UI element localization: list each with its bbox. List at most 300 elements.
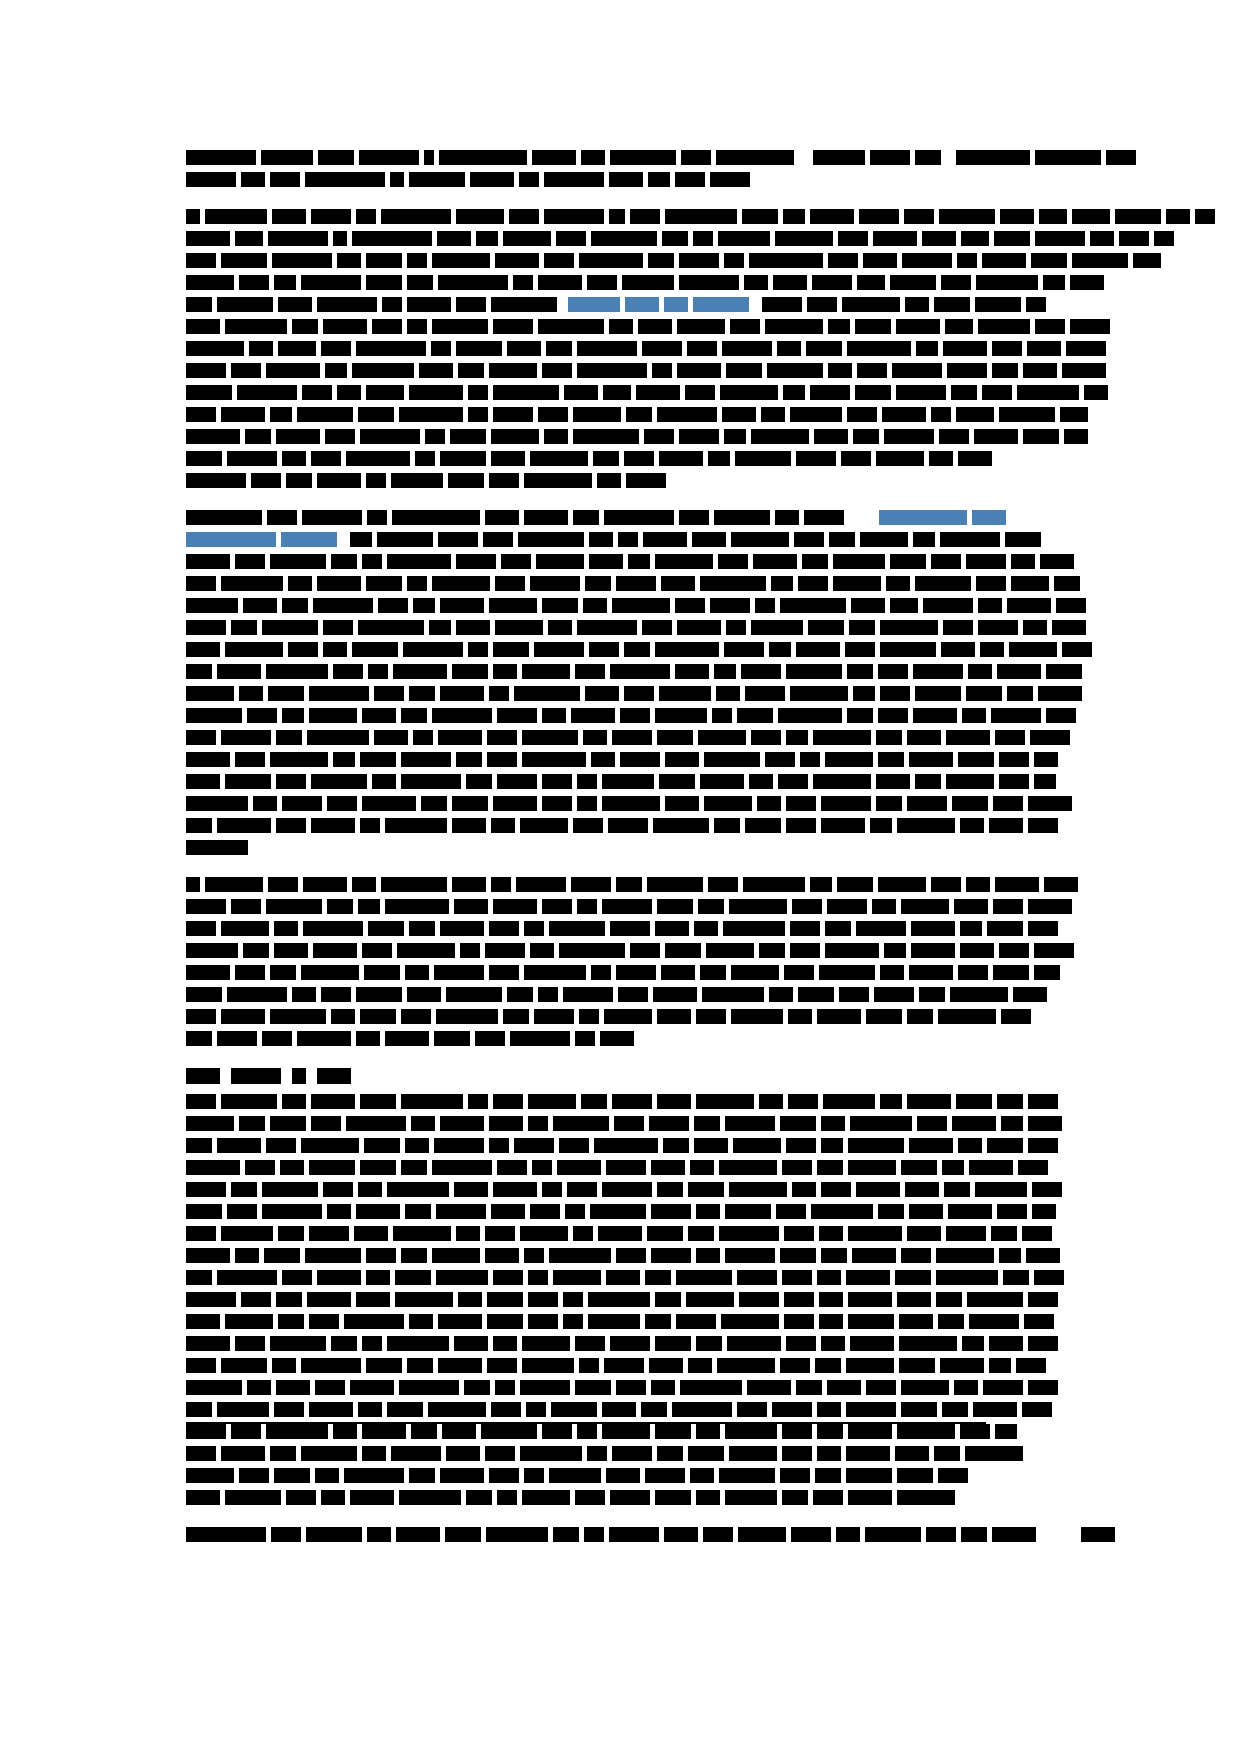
- redacted-word: [919, 987, 945, 1002]
- redacted-word: [905, 1182, 939, 1197]
- redacted-word: [907, 1009, 933, 1024]
- redacted-word: [264, 1248, 300, 1263]
- redacted-word: [583, 598, 607, 613]
- redacted-word: [577, 1424, 597, 1439]
- redacted-word: [825, 752, 873, 767]
- redacted-word: [419, 363, 453, 378]
- redacted-word: [749, 774, 773, 789]
- redacted-word: [958, 965, 988, 980]
- redacted-word: [358, 899, 380, 914]
- redacted-word: [186, 598, 238, 613]
- redacted-word: [769, 987, 793, 1002]
- redacted-word: [221, 921, 269, 936]
- text-line: [186, 209, 986, 224]
- redacted-word: [725, 1204, 771, 1219]
- redacted-word: [948, 1204, 992, 1219]
- redacted-word: [1022, 1402, 1052, 1417]
- redacted-word: [655, 1292, 681, 1307]
- redacted-word: [751, 620, 803, 635]
- redacted-word: [282, 1094, 306, 1109]
- redacted-word: [773, 275, 807, 290]
- citation-link[interactable]: [186, 532, 276, 547]
- redacted-word: [999, 943, 1029, 958]
- citation-link[interactable]: [568, 297, 620, 312]
- redacted-word: [757, 796, 781, 811]
- redacted-word: [780, 1248, 816, 1263]
- redacted-word: [936, 1292, 962, 1307]
- redacted-word: [876, 796, 902, 811]
- redacted-word: [833, 576, 881, 591]
- redacted-word: [863, 253, 897, 268]
- redacted-word: [278, 1226, 304, 1241]
- redacted-word: [848, 1160, 896, 1175]
- redacted-word: [725, 1490, 777, 1505]
- redacted-word: [687, 341, 717, 356]
- redacted-word: [448, 473, 484, 488]
- redacted-word: [589, 532, 613, 547]
- redacted-word: [848, 1424, 892, 1439]
- redacted-word: [798, 576, 828, 591]
- redacted-word: [645, 1468, 685, 1483]
- redacted-word: [565, 1204, 585, 1219]
- redacted-word: [403, 642, 463, 657]
- redacted-word: [783, 209, 805, 224]
- redacted-word: [710, 598, 750, 613]
- redacted-word: [841, 451, 871, 466]
- redacted-word: [1046, 664, 1082, 679]
- redacted-word: [495, 253, 539, 268]
- redacted-word: [270, 407, 292, 422]
- redacted-word: [915, 774, 941, 789]
- redacted-word: [772, 1402, 812, 1417]
- redacted-word: [725, 1116, 775, 1131]
- redacted-word: [792, 899, 822, 914]
- redacted-word: [276, 730, 302, 745]
- redacted-word: [276, 429, 320, 444]
- redacted-word: [731, 965, 779, 980]
- redacted-word: [557, 1160, 601, 1175]
- redacted-word: [765, 752, 795, 767]
- text-line: [186, 407, 986, 422]
- redacted-word: [783, 385, 805, 400]
- redacted-word: [860, 532, 908, 547]
- redacted-word: [385, 818, 447, 833]
- redacted-word: [372, 319, 402, 334]
- redacted-word: [643, 532, 687, 547]
- redacted-word: [288, 642, 318, 657]
- redacted-word: [385, 1031, 429, 1046]
- redacted-word: [350, 532, 372, 547]
- redacted-word: [538, 407, 568, 422]
- redacted-word: [1039, 209, 1067, 224]
- text-line: [186, 1248, 986, 1263]
- redacted-word: [999, 1248, 1021, 1263]
- redacted-word: [225, 642, 283, 657]
- redacted-word: [513, 275, 533, 290]
- redacted-word: [923, 598, 973, 613]
- redacted-word: [432, 253, 490, 268]
- redacted-word: [221, 407, 265, 422]
- redacted-word: [688, 1358, 712, 1373]
- redacted-word: [266, 1424, 328, 1439]
- redacted-word: [1062, 642, 1092, 657]
- redacted-word: [819, 1226, 843, 1241]
- redacted-word: [609, 209, 625, 224]
- redacted-word: [1060, 407, 1088, 422]
- redacted-word: [813, 1490, 843, 1505]
- redacted-word: [723, 921, 785, 936]
- text-line: [186, 429, 986, 444]
- redacted-word: [647, 877, 703, 892]
- redacted-word: [303, 921, 363, 936]
- redacted-word: [542, 899, 572, 914]
- redacted-word: [239, 686, 263, 701]
- redacted-word: [528, 1270, 548, 1285]
- redacted-word: [487, 1292, 523, 1307]
- redacted-word: [239, 1468, 269, 1483]
- redacted-word: [231, 1068, 281, 1084]
- text-line: [186, 1527, 986, 1542]
- redacted-word: [786, 1336, 816, 1351]
- redacted-word: [491, 451, 525, 466]
- redacted-word: [542, 796, 572, 811]
- redacted-word: [186, 510, 262, 525]
- redacted-word: [221, 1446, 265, 1461]
- redacted-word: [821, 1248, 847, 1263]
- redacted-word: [718, 231, 770, 246]
- redacted-word: [647, 1226, 683, 1241]
- redacted-word: [659, 686, 711, 701]
- redacted-word: [692, 532, 726, 547]
- redacted-word: [390, 172, 404, 187]
- redacted-word: [995, 1424, 1017, 1439]
- redacted-word: [445, 1527, 481, 1542]
- redacted-word: [317, 1068, 351, 1084]
- redacted-word: [367, 1527, 391, 1542]
- citation-link[interactable]: [664, 297, 688, 312]
- redacted-word: [922, 231, 956, 246]
- text-line: [186, 1068, 986, 1083]
- redacted-word: [1154, 231, 1174, 246]
- redacted-word: [1034, 1270, 1064, 1285]
- redacted-word: [359, 150, 419, 165]
- redacted-word: [282, 708, 304, 723]
- redacted-word: [271, 1527, 301, 1542]
- redacted-word: [205, 209, 267, 224]
- redacted-word: [742, 209, 778, 224]
- text-line: [186, 1490, 986, 1505]
- redacted-word: [245, 429, 271, 444]
- redacted-word: [753, 554, 797, 569]
- citation-link[interactable]: [281, 532, 337, 547]
- redacted-word: [602, 796, 660, 811]
- redacted-word: [270, 965, 296, 980]
- redacted-word: [878, 708, 908, 723]
- redacted-word: [931, 877, 961, 892]
- redacted-word: [493, 1094, 523, 1109]
- redacted-word: [483, 532, 513, 547]
- redacted-word: [352, 642, 398, 657]
- citation-link[interactable]: [693, 297, 749, 312]
- redacted-word: [235, 554, 265, 569]
- redacted-word: [901, 899, 949, 914]
- redacted-word: [186, 664, 212, 679]
- redacted-word: [460, 943, 480, 958]
- redacted-word: [991, 708, 1041, 723]
- redacted-word: [1062, 363, 1106, 378]
- redacted-word: [1064, 429, 1088, 444]
- redacted-word: [838, 231, 868, 246]
- redacted-word: [278, 297, 312, 312]
- redacted-word: [917, 1116, 947, 1131]
- redacted-word: [696, 1248, 720, 1263]
- redacted-word: [377, 532, 433, 547]
- redacted-word: [878, 877, 926, 892]
- redacted-word: [278, 1314, 304, 1329]
- redacted-word: [958, 752, 994, 767]
- redacted-word: [897, 818, 955, 833]
- redacted-word: [905, 297, 929, 312]
- citation-link[interactable]: [625, 297, 659, 312]
- redacted-word: [938, 1314, 964, 1329]
- redacted-word: [651, 1160, 685, 1175]
- redacted-word: [366, 1358, 402, 1373]
- redacted-word: [878, 1204, 904, 1219]
- redacted-word: [507, 341, 541, 356]
- redacted-word: [980, 642, 1004, 657]
- redacted-word: [982, 385, 1012, 400]
- redacted-word: [976, 275, 1038, 290]
- redacted-word: [655, 554, 713, 569]
- redacted-word: [231, 1182, 257, 1197]
- redacted-word: [792, 1182, 816, 1197]
- redacted-word: [456, 752, 482, 767]
- redacted-word: [261, 150, 313, 165]
- redacted-word: [573, 510, 599, 525]
- redacted-word: [842, 297, 900, 312]
- redacted-word: [1028, 1292, 1058, 1307]
- redacted-word: [934, 1446, 960, 1461]
- redacted-word: [655, 1336, 691, 1351]
- redacted-word: [648, 172, 670, 187]
- redacted-word: [407, 319, 427, 334]
- redacted-word: [321, 1490, 345, 1505]
- text-line: [186, 1336, 986, 1351]
- redacted-word: [1032, 1182, 1062, 1197]
- redacted-word: [993, 796, 1023, 811]
- redacted-word: [522, 1490, 570, 1505]
- redacted-word: [409, 385, 463, 400]
- redacted-word: [409, 686, 435, 701]
- redacted-word: [780, 1116, 816, 1131]
- redacted-word: [366, 473, 386, 488]
- redacted-word: [267, 510, 297, 525]
- redacted-word: [817, 1402, 841, 1417]
- redacted-word: [704, 796, 752, 811]
- redacted-word: [421, 796, 447, 811]
- redacted-word: [401, 752, 451, 767]
- redacted-word: [489, 598, 537, 613]
- redacted-word: [604, 1009, 652, 1024]
- footnote: [186, 1527, 986, 1542]
- redacted-word: [311, 209, 351, 224]
- redacted-word: [366, 385, 404, 400]
- redacted-word: [311, 774, 367, 789]
- redacted-word: [399, 1380, 459, 1395]
- redacted-word: [548, 620, 572, 635]
- redacted-word: [782, 1160, 812, 1175]
- redacted-word: [432, 1160, 492, 1175]
- redacted-word: [737, 1402, 767, 1417]
- redacted-word: [532, 1160, 552, 1175]
- redacted-word: [804, 510, 844, 525]
- redacted-word: [186, 429, 240, 444]
- redacted-word: [994, 231, 1030, 246]
- redacted-word: [589, 642, 619, 657]
- redacted-word: [702, 987, 764, 1002]
- redacted-word: [817, 1446, 841, 1461]
- redacted-word: [235, 231, 263, 246]
- text-line: [186, 231, 986, 246]
- redacted-word: [659, 451, 703, 466]
- redacted-word: [884, 943, 906, 958]
- redacted-word: [485, 510, 519, 525]
- redacted-word: [616, 965, 656, 980]
- redacted-word: [655, 642, 719, 657]
- redacted-word: [1119, 231, 1149, 246]
- redacted-word: [771, 576, 793, 591]
- redacted-word: [385, 899, 449, 914]
- redacted-word: [731, 532, 789, 547]
- redacted-word: [1035, 231, 1085, 246]
- redacted-word: [325, 363, 347, 378]
- redacted-word: [872, 899, 896, 914]
- redacted-word: [186, 708, 242, 723]
- redacted-word: [992, 1527, 1036, 1542]
- redacted-word: [225, 1490, 281, 1505]
- redacted-word: [186, 1009, 216, 1024]
- redacted-word: [961, 231, 989, 246]
- redacted-word: [381, 209, 451, 224]
- redacted-word: [333, 752, 355, 767]
- redacted-word: [407, 576, 427, 591]
- redacted-word: [677, 620, 721, 635]
- redacted-word: [786, 796, 816, 811]
- redacted-word: [1072, 209, 1110, 224]
- redacted-word: [542, 708, 566, 723]
- redacted-word: [856, 1182, 900, 1197]
- redacted-word: [553, 1270, 601, 1285]
- redacted-word: [327, 899, 353, 914]
- redacted-word: [315, 1468, 339, 1483]
- redacted-word: [221, 730, 271, 745]
- redacted-word: [309, 686, 369, 701]
- redacted-word: [575, 1336, 605, 1351]
- redacted-word: [975, 297, 1021, 312]
- citation-link[interactable]: [879, 510, 967, 525]
- redacted-word: [973, 1402, 1017, 1417]
- redacted-word: [272, 209, 306, 224]
- redacted-word: [489, 921, 519, 936]
- redacted-word: [524, 921, 544, 936]
- redacted-word: [848, 1292, 892, 1307]
- redacted-word: [573, 407, 621, 422]
- redacted-word: [790, 921, 820, 936]
- citation-link[interactable]: [972, 510, 1006, 525]
- redacted-word: [405, 1204, 431, 1219]
- text-line: [186, 686, 986, 701]
- redacted-word: [641, 1402, 667, 1417]
- redacted-word: [899, 1336, 957, 1351]
- redacted-word: [313, 598, 373, 613]
- redacted-word: [434, 1031, 470, 1046]
- redacted-word: [186, 554, 230, 569]
- redacted-word: [186, 620, 226, 635]
- redacted-word: [575, 1380, 611, 1395]
- redacted-word: [475, 1031, 505, 1046]
- redacted-word: [425, 429, 445, 444]
- redacted-word: [794, 532, 824, 547]
- redacted-word: [186, 642, 220, 657]
- redacted-word: [680, 1380, 742, 1395]
- redacted-word: [186, 275, 234, 290]
- redacted-word: [716, 686, 740, 701]
- redacted-word: [992, 341, 1022, 356]
- redacted-word: [302, 510, 362, 525]
- redacted-word: [1166, 209, 1190, 224]
- redacted-word: [468, 407, 488, 422]
- redacted-word: [571, 708, 615, 723]
- redacted-word: [360, 1009, 396, 1024]
- redacted-word: [961, 1527, 987, 1542]
- redacted-word: [266, 899, 322, 914]
- redacted-word: [847, 708, 873, 723]
- section-heading: [186, 1068, 986, 1084]
- redacted-word: [776, 1204, 806, 1219]
- redacted-word: [542, 774, 572, 789]
- redacted-word: [786, 664, 842, 679]
- redacted-word: [366, 576, 402, 591]
- redacted-word: [186, 877, 200, 892]
- redacted-word: [491, 1402, 521, 1417]
- redacted-word: [931, 407, 951, 422]
- redacted-word: [468, 1094, 488, 1109]
- redacted-word: [724, 429, 746, 444]
- redacted-word: [409, 921, 435, 936]
- redacted-word: [870, 150, 910, 165]
- redacted-word: [309, 1226, 349, 1241]
- redacted-word: [1031, 253, 1067, 268]
- redacted-word: [934, 297, 970, 312]
- redacted-word: [573, 1226, 593, 1241]
- redacted-word: [454, 899, 488, 914]
- redacted-word: [544, 253, 574, 268]
- redacted-word: [909, 752, 953, 767]
- redacted-word: [828, 319, 850, 334]
- redacted-word: [790, 686, 848, 701]
- redacted-word: [1022, 1226, 1052, 1241]
- redacted-word: [276, 774, 306, 789]
- redacted-word: [360, 1160, 396, 1175]
- redacted-word: [1007, 598, 1051, 613]
- redacted-word: [395, 1292, 453, 1307]
- redacted-word: [909, 965, 953, 980]
- redacted-word: [235, 965, 265, 980]
- redacted-word: [186, 686, 234, 701]
- redacted-word: [915, 576, 971, 591]
- redacted-word: [266, 664, 328, 679]
- redacted-word: [897, 1292, 931, 1307]
